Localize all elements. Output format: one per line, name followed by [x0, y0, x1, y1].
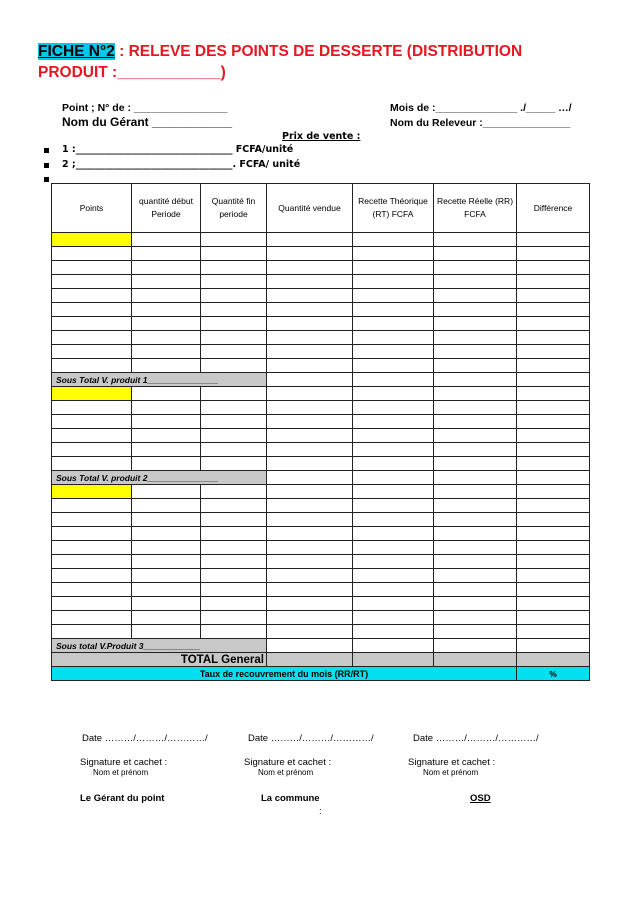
table-cell [52, 247, 132, 261]
table-cell [201, 275, 267, 289]
table-cell [434, 457, 517, 471]
column-header: Quantité fin periode [201, 184, 267, 233]
table-cell [267, 401, 353, 415]
prix-label: Prix de vente : [282, 131, 361, 142]
table-cell [434, 261, 517, 275]
table-cell [267, 555, 353, 569]
title-rest: : RELEVE DES POINTS DE DESSERTE (DISTRIBUTION [114, 43, 523, 60]
percent-cell: % [517, 667, 590, 681]
table-cell [353, 373, 434, 387]
table-row [52, 597, 590, 611]
table-cell [132, 387, 201, 401]
table-cell [434, 653, 517, 667]
table-cell [517, 429, 590, 443]
bullet-icon [44, 163, 49, 168]
table-cell [517, 443, 590, 457]
table-cell [434, 303, 517, 317]
table-cell [353, 555, 434, 569]
table-cell [353, 499, 434, 513]
table-cell [201, 317, 267, 331]
table-cell [434, 485, 517, 499]
column-header: Recette Réelle (RR) FCFA [434, 184, 517, 233]
table-cell [267, 597, 353, 611]
osd-label: OSD [470, 793, 491, 804]
table-cell [353, 653, 434, 667]
table-row [52, 513, 590, 527]
subtotal-product-3: Sous total V.Produit 3____________ [52, 639, 267, 653]
table-cell [517, 499, 590, 513]
table-row [52, 331, 590, 345]
table-cell [267, 625, 353, 639]
table-cell [52, 513, 132, 527]
table-cell [132, 401, 201, 415]
table-row [52, 569, 590, 583]
table-cell [517, 569, 590, 583]
table-cell [52, 625, 132, 639]
table-cell [434, 513, 517, 527]
table-row [52, 247, 590, 261]
table-cell [267, 387, 353, 401]
table-cell [132, 317, 201, 331]
table-row [52, 667, 590, 681]
table-cell [201, 443, 267, 457]
table-cell [52, 275, 132, 289]
table-cell [353, 429, 434, 443]
table-cell [353, 597, 434, 611]
column-header: Points [52, 184, 132, 233]
table-cell [434, 555, 517, 569]
table-cell [132, 303, 201, 317]
releve-table [51, 183, 590, 681]
table-cell [201, 415, 267, 429]
table-cell [52, 303, 132, 317]
table-cell [267, 639, 353, 653]
table-cell [517, 457, 590, 471]
table-row [52, 345, 590, 359]
table-cell [353, 261, 434, 275]
table-cell [52, 443, 132, 457]
table-cell [132, 611, 201, 625]
table-cell [267, 247, 353, 261]
table-cell [517, 233, 590, 247]
table-cell [517, 289, 590, 303]
table-cell [132, 625, 201, 639]
table-cell [434, 569, 517, 583]
table-row [52, 653, 590, 667]
table-cell [52, 583, 132, 597]
table-row [52, 373, 590, 387]
table-cell [201, 331, 267, 345]
subtotal-product-2: Sous Total V. produit 2_______________ [52, 471, 267, 485]
table-cell [201, 457, 267, 471]
table-cell [517, 387, 590, 401]
table-cell [201, 289, 267, 303]
table-row [52, 443, 590, 457]
table-cell [517, 401, 590, 415]
table-cell [434, 429, 517, 443]
point-field: Point ; N° de : ________________ [62, 102, 228, 114]
table-row [52, 317, 590, 331]
table-cell [517, 541, 590, 555]
table-row [52, 289, 590, 303]
table-cell [132, 583, 201, 597]
price-line-1: 1 :_________________________________ FCFA/unité [62, 144, 294, 155]
table-row [52, 303, 590, 317]
table-row [52, 611, 590, 625]
table-header-row [52, 184, 590, 233]
table-cell [353, 387, 434, 401]
table-row [52, 261, 590, 275]
table-cell [132, 359, 201, 373]
table-cell [132, 261, 201, 275]
date-osd: Date ………/………/…………/ [413, 733, 539, 744]
table-cell [132, 513, 201, 527]
table-row [52, 527, 590, 541]
table-cell [434, 639, 517, 653]
nom-prenom-osd: Nom et prénom [423, 768, 479, 777]
table-cell [517, 485, 590, 499]
table-cell [132, 233, 201, 247]
table-row [52, 429, 590, 443]
table-row [52, 415, 590, 429]
table-cell [434, 345, 517, 359]
title-line2: PRODUIT :____________) [38, 64, 226, 81]
table-cell [52, 457, 132, 471]
table-cell [517, 415, 590, 429]
table-cell [517, 611, 590, 625]
table-cell [132, 429, 201, 443]
table-cell [434, 401, 517, 415]
column-header: Quantité vendue [267, 184, 353, 233]
table-cell [132, 457, 201, 471]
table-cell [201, 401, 267, 415]
table-row [52, 639, 590, 653]
table-row [52, 583, 590, 597]
table-cell [267, 583, 353, 597]
table-cell [353, 247, 434, 261]
table-cell [434, 597, 517, 611]
table-cell [201, 527, 267, 541]
table-cell [353, 415, 434, 429]
table-cell [517, 555, 590, 569]
table-cell [267, 275, 353, 289]
table-cell [267, 317, 353, 331]
table-cell [132, 569, 201, 583]
date-gerant: Date ………/………/…………/ [82, 733, 208, 744]
table-cell [353, 611, 434, 625]
nom-prenom-commune: Nom et prénom [258, 768, 314, 777]
total-general: TOTAL General [52, 653, 267, 667]
table-cell [132, 485, 201, 499]
table-cell [353, 457, 434, 471]
table-cell [353, 471, 434, 485]
table-cell [517, 275, 590, 289]
table-row [52, 233, 590, 247]
table-cell [267, 331, 353, 345]
table-cell [353, 345, 434, 359]
table-cell [201, 303, 267, 317]
table-cell [201, 247, 267, 261]
table-cell [434, 541, 517, 555]
table-cell [517, 317, 590, 331]
signature-gerant: Signature et cachet : [80, 757, 168, 768]
gerant-field: Nom du Gérant ____________ [62, 115, 233, 129]
table-cell [52, 401, 132, 415]
table-cell [132, 289, 201, 303]
table-cell [52, 359, 132, 373]
table-cell [517, 471, 590, 485]
table-cell [52, 289, 132, 303]
table-cell [434, 317, 517, 331]
document-title [38, 42, 522, 61]
table-cell [52, 345, 132, 359]
table-row [52, 457, 590, 471]
table-cell [201, 499, 267, 513]
table-row [52, 401, 590, 415]
table-cell [517, 359, 590, 373]
table-cell [517, 527, 590, 541]
table-cell [434, 275, 517, 289]
table-cell [201, 513, 267, 527]
table-cell [353, 513, 434, 527]
table-cell [267, 303, 353, 317]
table-cell [201, 541, 267, 555]
table-cell [353, 625, 434, 639]
table-row [52, 359, 590, 373]
table-cell [434, 499, 517, 513]
table-cell [517, 345, 590, 359]
table-cell [52, 569, 132, 583]
table-cell [132, 499, 201, 513]
releveur-field: Nom du Releveur :_______________ [390, 117, 571, 129]
table-cell [267, 513, 353, 527]
table-cell [267, 261, 353, 275]
table-cell [201, 625, 267, 639]
yellow-cell [52, 485, 132, 499]
table-cell [201, 345, 267, 359]
yellow-cell [52, 233, 132, 247]
table-cell [353, 569, 434, 583]
table-cell [267, 653, 353, 667]
table-cell [267, 471, 353, 485]
table-cell [267, 541, 353, 555]
table-row [52, 499, 590, 513]
table-cell [201, 611, 267, 625]
table-cell [434, 233, 517, 247]
table-cell [517, 303, 590, 317]
table-cell [201, 555, 267, 569]
table-cell [267, 415, 353, 429]
table-cell [52, 429, 132, 443]
table-cell [353, 485, 434, 499]
table-cell [517, 625, 590, 639]
table-cell [517, 261, 590, 275]
table-cell [434, 443, 517, 457]
signature-commune: Signature et cachet : [244, 757, 332, 768]
table-cell [353, 359, 434, 373]
table-cell [353, 289, 434, 303]
table-cell [517, 513, 590, 527]
table-cell [132, 415, 201, 429]
yellow-cell [52, 387, 132, 401]
table-cell [132, 247, 201, 261]
table-cell [267, 373, 353, 387]
table-cell [267, 499, 353, 513]
table-cell [132, 275, 201, 289]
table-row [52, 275, 590, 289]
table-cell [52, 499, 132, 513]
taux-recouvrement: Taux de recouvrement du mois (RR/RT) [52, 667, 517, 681]
table-cell [52, 317, 132, 331]
table-cell [353, 583, 434, 597]
table-cell [201, 359, 267, 373]
table-cell [517, 373, 590, 387]
table-cell [434, 387, 517, 401]
table-cell [434, 583, 517, 597]
table-cell [434, 471, 517, 485]
table-cell [267, 611, 353, 625]
table-cell [434, 625, 517, 639]
table-cell [434, 527, 517, 541]
table-cell [132, 541, 201, 555]
table-cell [517, 583, 590, 597]
table-cell [267, 429, 353, 443]
table-cell [353, 527, 434, 541]
table-row [52, 387, 590, 401]
table-cell [52, 331, 132, 345]
bullet-icon [44, 148, 49, 153]
table-cell [353, 331, 434, 345]
table-cell [517, 331, 590, 345]
signature-osd: Signature et cachet : [408, 757, 496, 768]
table-cell [434, 359, 517, 373]
table-cell [267, 527, 353, 541]
table-cell [132, 331, 201, 345]
table-cell [267, 443, 353, 457]
fiche-number: FICHE N°2 [38, 43, 115, 60]
colon-mark: : [319, 806, 322, 817]
table-cell [201, 429, 267, 443]
table-cell [52, 527, 132, 541]
table-cell [52, 261, 132, 275]
table-cell [517, 639, 590, 653]
column-header: quantité début Periode [132, 184, 201, 233]
subtotal-product-1: Sous Total V. produit 1_______________ [52, 373, 267, 387]
table-cell [353, 317, 434, 331]
table-cell [434, 247, 517, 261]
date-commune: Date ………/………/…………/ [248, 733, 374, 744]
nom-prenom-gerant: Nom et prénom [93, 768, 149, 777]
table-cell [517, 653, 590, 667]
table-cell [201, 485, 267, 499]
table-cell [201, 583, 267, 597]
table-cell [267, 289, 353, 303]
bullet-icon [44, 177, 49, 182]
table-cell [132, 555, 201, 569]
table-cell [353, 401, 434, 415]
table-cell [132, 345, 201, 359]
table-cell [52, 415, 132, 429]
table-cell [434, 331, 517, 345]
column-header: Différence [517, 184, 590, 233]
table-cell [132, 527, 201, 541]
table-cell [434, 415, 517, 429]
table-row [52, 541, 590, 555]
table-cell [201, 569, 267, 583]
table-cell [434, 373, 517, 387]
table-cell [353, 541, 434, 555]
table-row [52, 555, 590, 569]
table-cell [353, 275, 434, 289]
table-cell [353, 233, 434, 247]
table-row [52, 485, 590, 499]
table-cell [267, 569, 353, 583]
table-cell [52, 555, 132, 569]
table-cell [267, 457, 353, 471]
table-row [52, 471, 590, 485]
table-cell [267, 485, 353, 499]
table-cell [353, 303, 434, 317]
mois-field: Mois de :______________ ./_____ …/ [390, 102, 572, 114]
table-cell [201, 387, 267, 401]
table-cell [267, 233, 353, 247]
table-cell [517, 597, 590, 611]
table-cell [353, 639, 434, 653]
gerant-label: Le Gérant du point [80, 793, 165, 804]
table-cell [267, 359, 353, 373]
table-cell [132, 597, 201, 611]
table-cell [201, 261, 267, 275]
table-cell [517, 247, 590, 261]
table-cell [353, 443, 434, 457]
table-cell [434, 289, 517, 303]
price-line-2: 2 ;_________________________________. FCFA/ unité [62, 159, 301, 170]
table-cell [52, 597, 132, 611]
table-cell [132, 443, 201, 457]
column-header: Recette Théorique (RT) FCFA [353, 184, 434, 233]
table-cell [201, 597, 267, 611]
commune-label: La commune [261, 793, 320, 804]
table-cell [434, 611, 517, 625]
table-cell [201, 233, 267, 247]
table-cell [52, 541, 132, 555]
table-row [52, 625, 590, 639]
table-cell [52, 611, 132, 625]
table-cell [267, 345, 353, 359]
